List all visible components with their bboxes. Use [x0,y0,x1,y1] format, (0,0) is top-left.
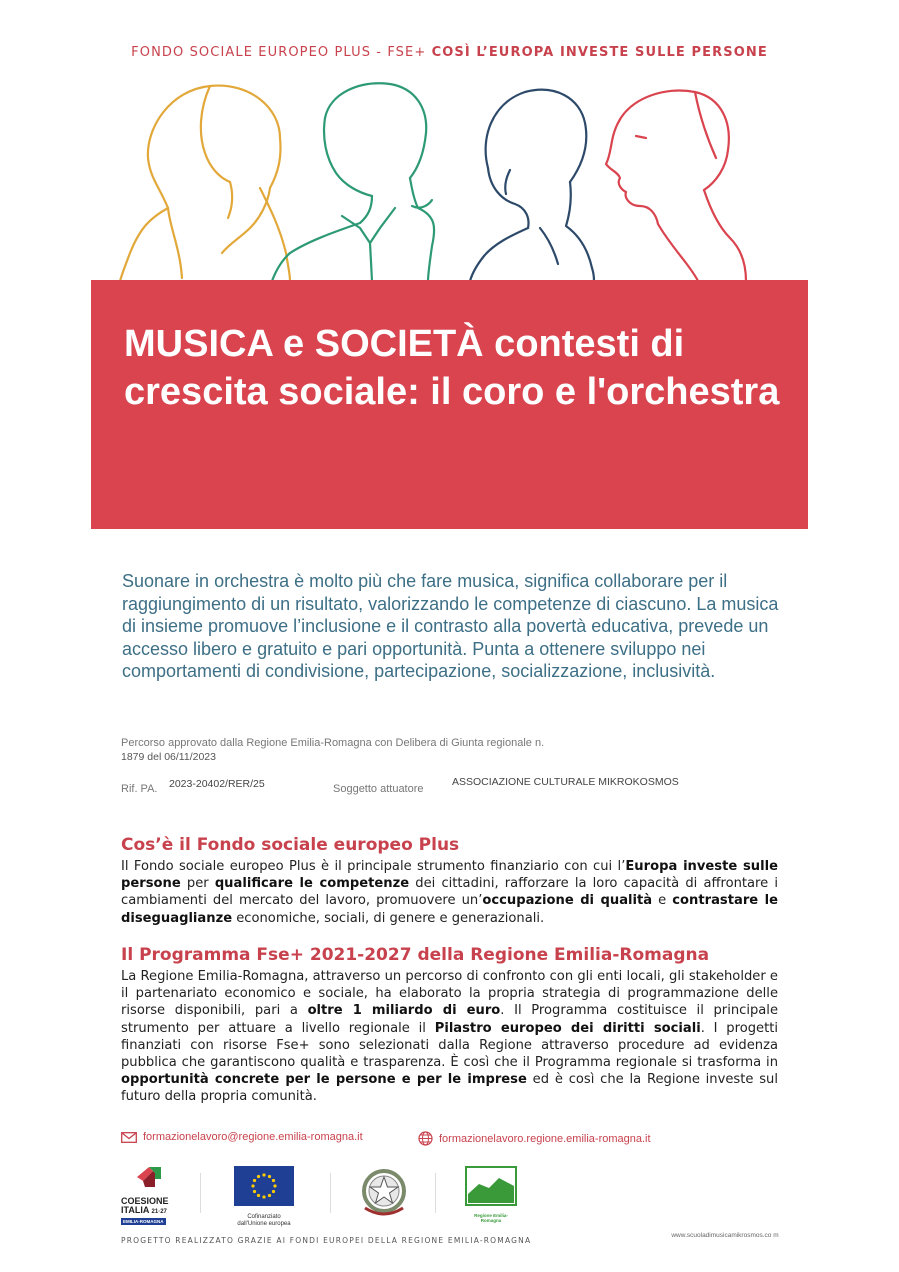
envelope-icon [121,1132,137,1143]
section2-text-3: . I progetti finanziati con risorse Fse+ sono selezionati dalla Regione attraverso procedure ad evidenza pubblica che garantiscono qualità e trasparenza. È così che il Programma regionale si trasforma in [121,1020,778,1071]
logo-divider [200,1173,201,1213]
italian-republic-emblem [355,1164,413,1224]
section1-text-5: economiche, sociali, di genere e generazionali. [232,910,545,926]
eu-line1: Cofinanziato [247,1214,281,1220]
logo-divider [330,1173,331,1213]
person-blue-icon [470,90,594,281]
soggetto-label: Soggetto attuatore [333,783,424,795]
intro-paragraph: Suonare in orchestra è molto più che fare musica, significa collaborare per il raggiungimento di un risultato, valorizzando le competenze di ciascuno. La musica di insieme promuove l’inclusione e il contrasto alla povertà educativa, prevede un accesso libero e gratuito e pari opportunità. Punta a ottenere sviluppo nei comportamenti di condivisione, partecipazione, socializzazione, inclusività. [122,571,779,681]
header-slogan: COSÌ L’EUROPA INVESTE SULLE PERSONE [431,45,768,60]
section1-bold-3: occupazione di qualità [482,893,653,909]
person-red-icon [606,90,746,281]
person-yellow-icon [120,86,290,281]
eu-line2: dall'Unione europea [237,1221,291,1227]
coesione-italia-logo [121,1163,181,1225]
eu-cofinanced-logo [234,1166,298,1226]
coesione-line1: COESIONE [121,1196,169,1206]
approval-number: 1879 del 06/11/2023 [121,751,216,763]
section2-bold-3: opportunità concrete per le persone e per le imprese [121,1072,527,1088]
regione-er-caption: Regione Emilia-Romagna [474,1213,508,1223]
globe-icon [418,1131,433,1146]
section1-text-4: e [652,893,673,909]
header-program: FONDO SOCIALE EUROPEO PLUS - FSE+ [131,45,427,60]
soggetto-value: ASSOCIAZIONE CULTURALE MIKROKOSMOS [452,776,679,788]
eu-flag-icon [234,1166,294,1206]
section1-text-2: per [180,876,215,892]
site-url: www.scuoladimusicamikrosmos.co m [671,1232,779,1239]
website-text: formazionelavoro.regione.emilia-romagna.it [439,1132,651,1145]
person-green-icon [272,83,434,281]
email-link[interactable] [121,1131,363,1143]
section1-text-1: Il Fondo sociale europeo Plus è il principale strumento finanziario con cui l’ [121,859,626,874]
section1-title: Cos’è il Fondo sociale europeo Plus [121,835,460,855]
section2-bold-2: Pilastro europeo dei diritti sociali [434,1020,701,1036]
section2-text-2: . Il Programma costituisce il principale strumento per attuare a livello regionale il [121,1003,778,1036]
website-link[interactable] [418,1131,651,1146]
section1-bold-4: contrastare le diseguaglianze [121,893,778,926]
republic-star-emblem-icon [355,1164,413,1224]
logo-divider [435,1173,436,1213]
section2-text-4: ed è così che la Regione investe sul futuro della propria comunità. [121,1072,778,1105]
section2-title: Il Programma Fse+ 2021-2027 della Regione Emilia-Romagna [121,945,710,965]
section1-body [121,858,778,927]
coesione-region: EMILIA-ROMAGNA [123,1219,164,1224]
title-band [91,280,808,529]
top-header [0,45,899,60]
rif-label: Rif. PA. [121,783,158,795]
email-text: formazionelavoro@regione.emilia-romagna.it [143,1131,363,1143]
people-line-illustration [110,78,790,283]
section1-bold-2: qualificare le competenze [214,876,410,892]
approval-text: Percorso approvato dalla Regione Emilia-Romagna con Delibera di Giunta regionale n. [121,737,545,749]
coesione-mark-icon [131,1163,171,1195]
coesione-years: 21·27 [151,1209,167,1215]
section1-bold-1: Europa investe sulle persone [121,859,778,892]
footer-note: PROGETTO REALIZZATO GRAZIE AI FONDI EUROPEI DELLA REGIONE EMILIA-ROMAGNA [121,1236,532,1245]
section2-text-1: La Regione Emilia-Romagna, attraverso un percorso di confronto con gli enti locali, gli stakeholder e il partenariato economico e sociale, ha elaborato la propria strategia di programmazione delle risorse disponibili, pari a [121,969,778,1019]
section1-text-3: dei cittadini, rafforzare la loro capacità di affrontare i cambiamenti del mercato del lavoro, promuovere un’ [121,876,779,909]
rif-value: 2023-20402/RER/25 [169,778,265,790]
regione-er-logo [465,1166,519,1226]
approval-note [121,736,721,764]
course-title: MUSICA e SOCIETÀ contesti di crescita sociale: il coro e l'orchestra [124,323,780,413]
coesione-line2: ITALIA [121,1205,149,1215]
section2-bold-1: oltre 1 miliardo di euro [307,1003,501,1019]
section2-body [121,968,778,1106]
regione-er-mark-icon [465,1166,517,1206]
